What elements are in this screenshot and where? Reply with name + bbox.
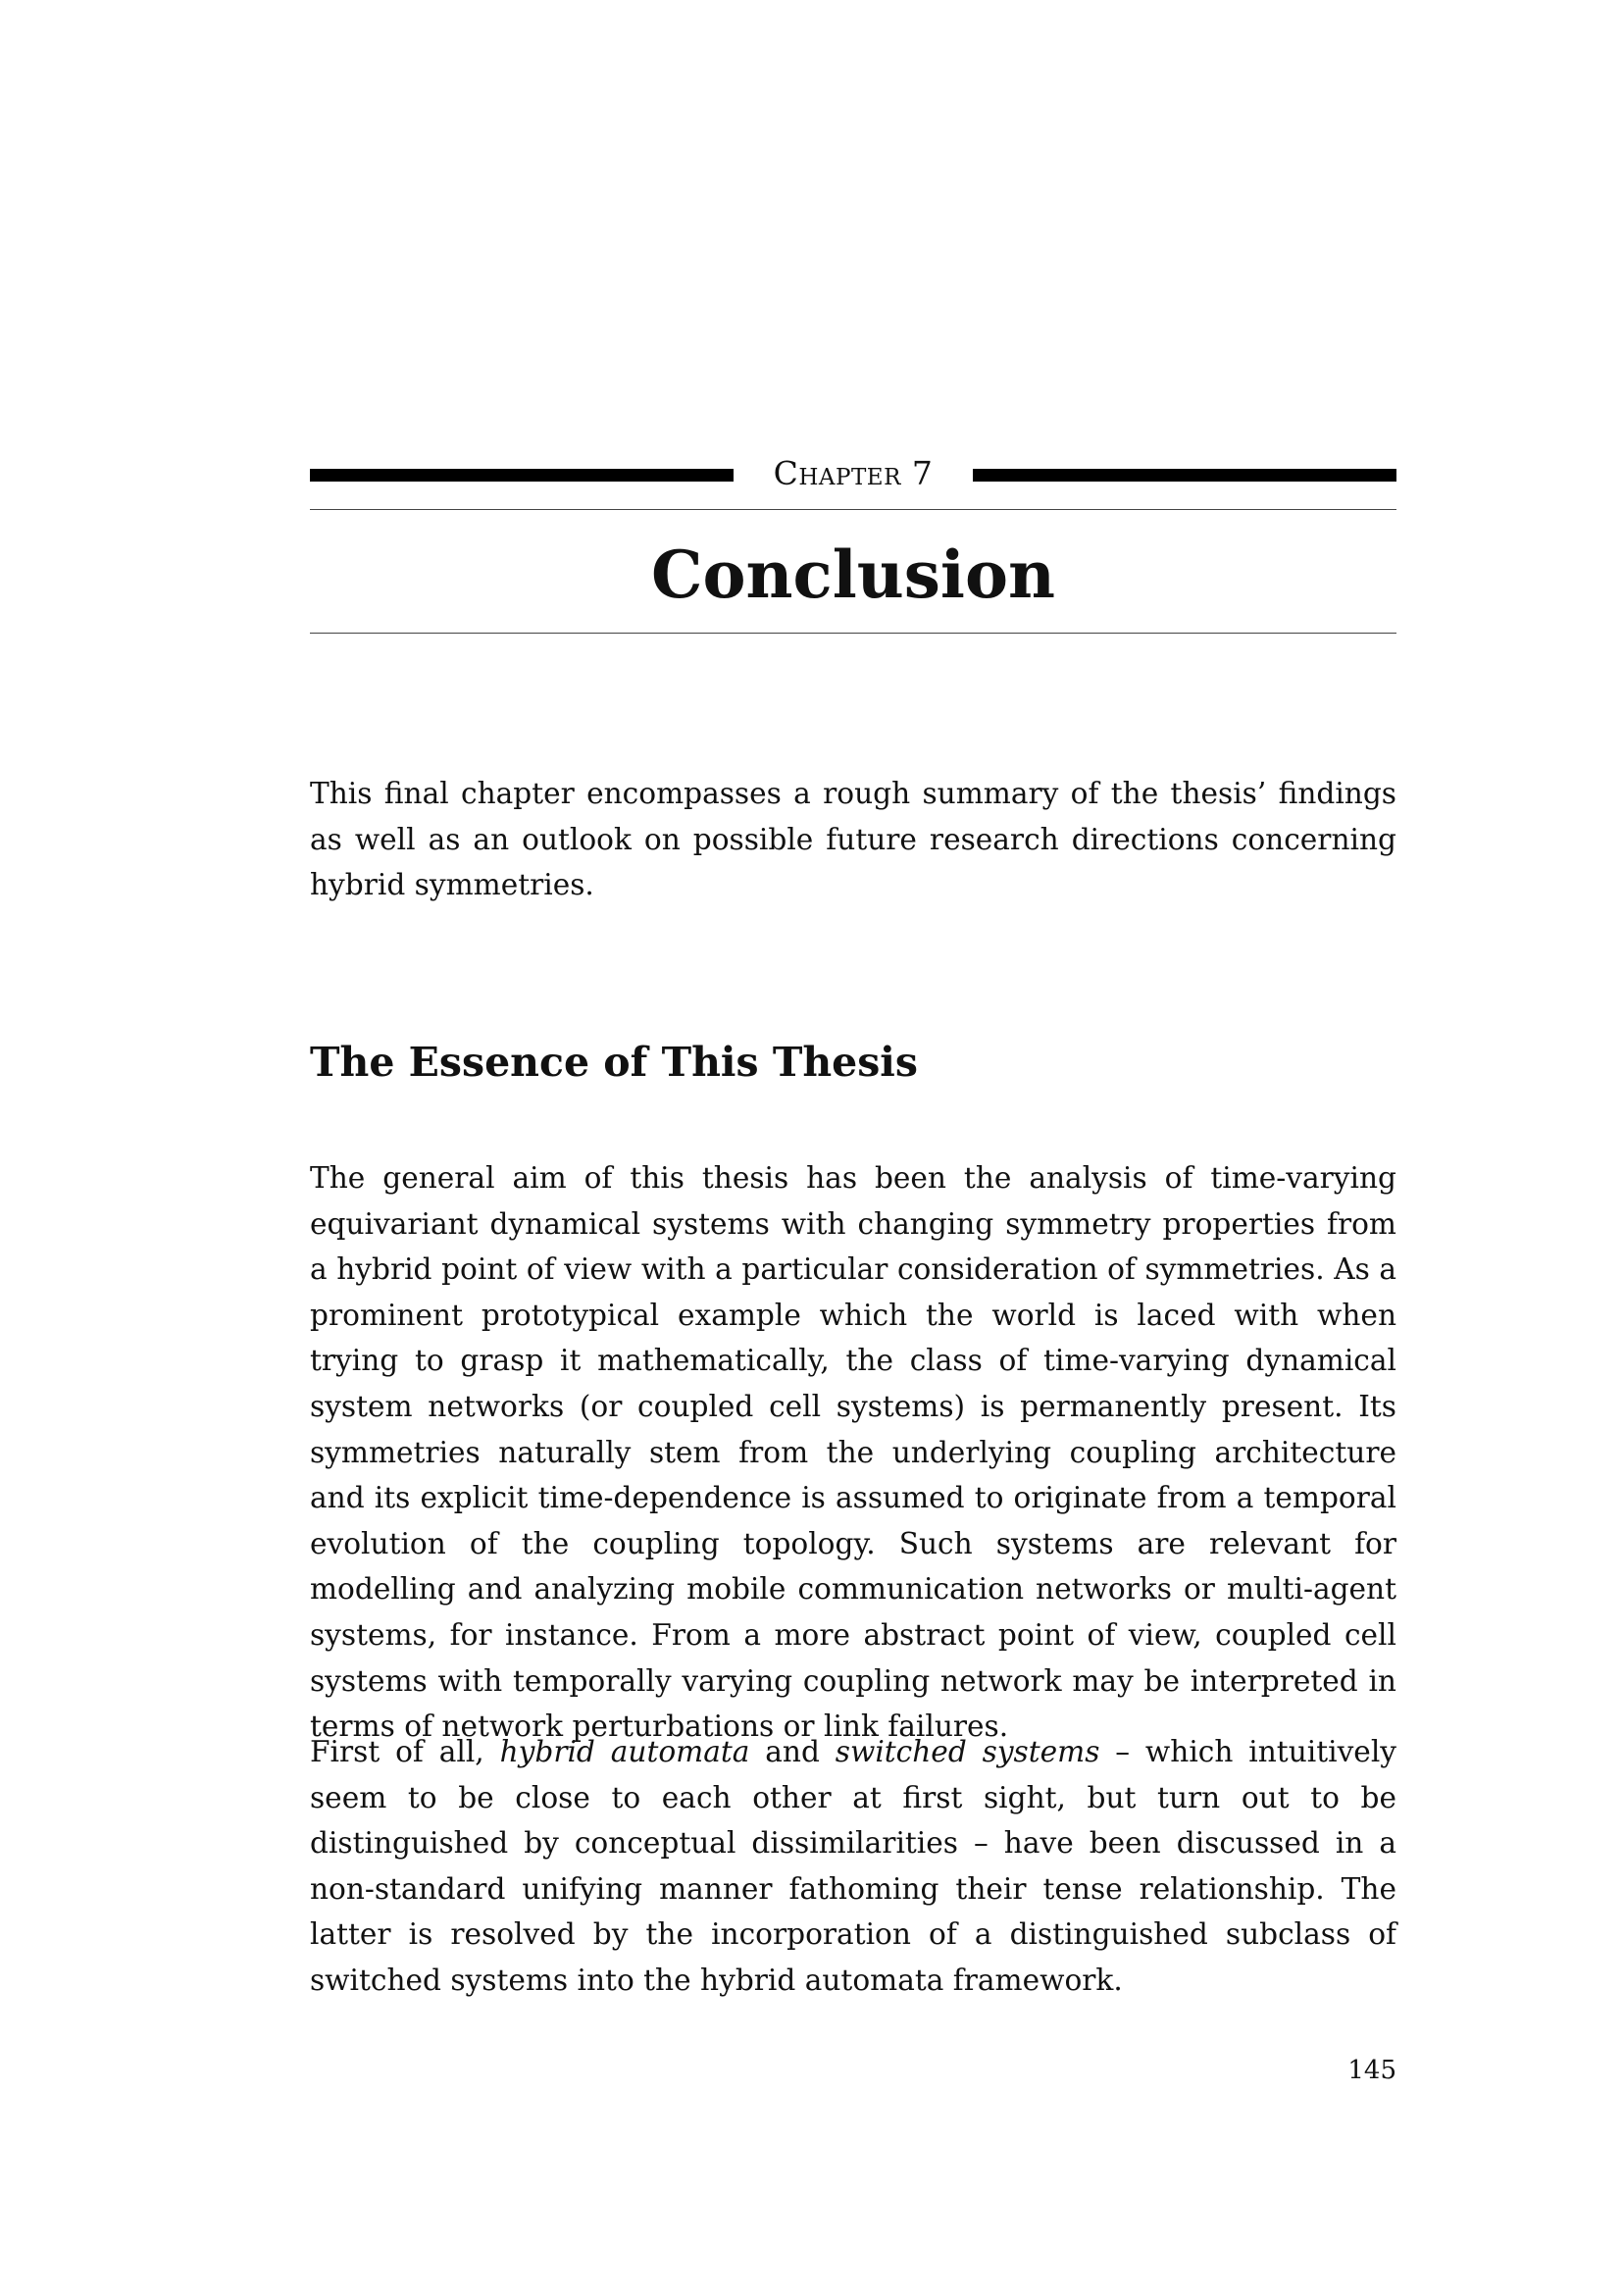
intro-paragraph: This final chapter encompasses a rough summary of the thesis’ findings as well as an outlook on possible future research directions concerning hybrid symmetries. — [310, 777, 1396, 902]
chapter-rule-right — [973, 469, 1396, 482]
chapter-heading — [310, 449, 1396, 498]
chapter-rule-left — [310, 469, 734, 482]
title-rule-bottom — [310, 633, 1396, 634]
section-title: The Essence of This Thesis — [310, 1039, 918, 1086]
body-paragraph-2 — [310, 1729, 1396, 2004]
paragraph-2-text-1: First of all, — [310, 1735, 500, 1768]
body-paragraph-1: The general aim of this thesis has been the analysis of time-varying equivariant dynamical systems with changing symmetry properties from a hybrid point of view with a particular consideration of symmetries. As a prominent prototypical example which the world is laced with when trying to grasp it mathematically, the class of time-varying dynamical system networks (or coupled cell systems) is permanently present. Its symmetries naturally stem from the underlying coupling architecture and its explicit time-dependence is assumed to originate from a temporal evolution of the coupling topology. Such systems are relevant for modelling and analyzing mobile communication networks or multi-agent systems, for instance. From a more abstract point of view, coupled cell systems with temporally varying coupling network may be interpreted in terms of network perturbations or link failures. — [310, 1161, 1396, 1744]
paragraph-2-text-2: and — [749, 1735, 836, 1768]
term-switched-systems: switched systems — [835, 1735, 1100, 1768]
page-number: 145 — [1347, 2056, 1396, 2085]
chapter-title: Conclusion — [650, 536, 1056, 613]
title-rule-top — [310, 509, 1396, 510]
term-hybrid-automata: hybrid automata — [499, 1735, 750, 1768]
chapter-label: Chapter 7 — [773, 454, 934, 492]
paragraph-2-text-3: – which intuitively seem to be close to each other at first sight, but turn out to be distinguished by conceptual dissimilarities – have been discussed in a non-standard unifying manner fathoming their tense relationship. The latter is resolved by the incorporation of a distinguished subclass of switched systems into the hybrid automata framework. — [310, 1735, 1396, 1997]
